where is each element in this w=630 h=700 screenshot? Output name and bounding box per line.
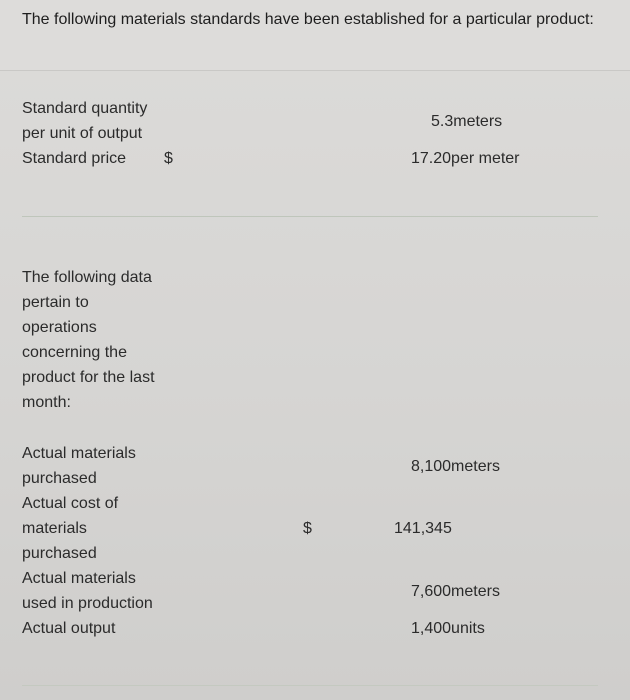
intro-line-4: concerning the xyxy=(22,344,127,361)
actual-purchased-value: 8,100meters xyxy=(411,458,500,475)
actual-cost-label-line3: purchased xyxy=(22,545,97,562)
intro-line-5: product for the last xyxy=(22,369,155,386)
intro-line-3: operations xyxy=(22,319,97,336)
actual-purchased-label-line1: Actual materials xyxy=(22,445,136,462)
bottom-divider xyxy=(22,685,598,686)
standard-price-currency: $ xyxy=(164,150,173,167)
actual-cost-value: 141,345 xyxy=(394,520,452,537)
header-band xyxy=(0,0,630,71)
standard-quantity-label-line2: per unit of output xyxy=(22,125,143,142)
problem-heading: The following materials standards have been established for a particular product: xyxy=(22,11,594,28)
standard-quantity-value: 5.3meters xyxy=(431,113,503,130)
actual-cost-label-line1: Actual cost of xyxy=(22,495,119,512)
actual-used-label-line1: Actual materials xyxy=(22,570,136,587)
actual-output-value: 1,400units xyxy=(411,620,485,637)
actual-purchased-label-line2: purchased xyxy=(22,470,97,487)
intro-line-6: month: xyxy=(22,394,71,411)
actual-used-label-line2: used in production xyxy=(22,595,153,612)
intro-line-1: The following data xyxy=(22,269,152,286)
standard-price-label: Standard price xyxy=(22,150,127,167)
actual-cost-label-line2: materials xyxy=(22,520,87,537)
section-divider xyxy=(22,216,598,217)
intro-line-2: pertain to xyxy=(22,294,89,311)
actual-output-label: Actual output xyxy=(22,620,116,637)
actual-used-value: 7,600meters xyxy=(411,583,500,600)
standard-quantity-label-line1: Standard quantity xyxy=(22,100,148,117)
standard-price-value: 17.20per meter xyxy=(411,150,520,167)
actual-cost-currency: $ xyxy=(303,520,312,537)
